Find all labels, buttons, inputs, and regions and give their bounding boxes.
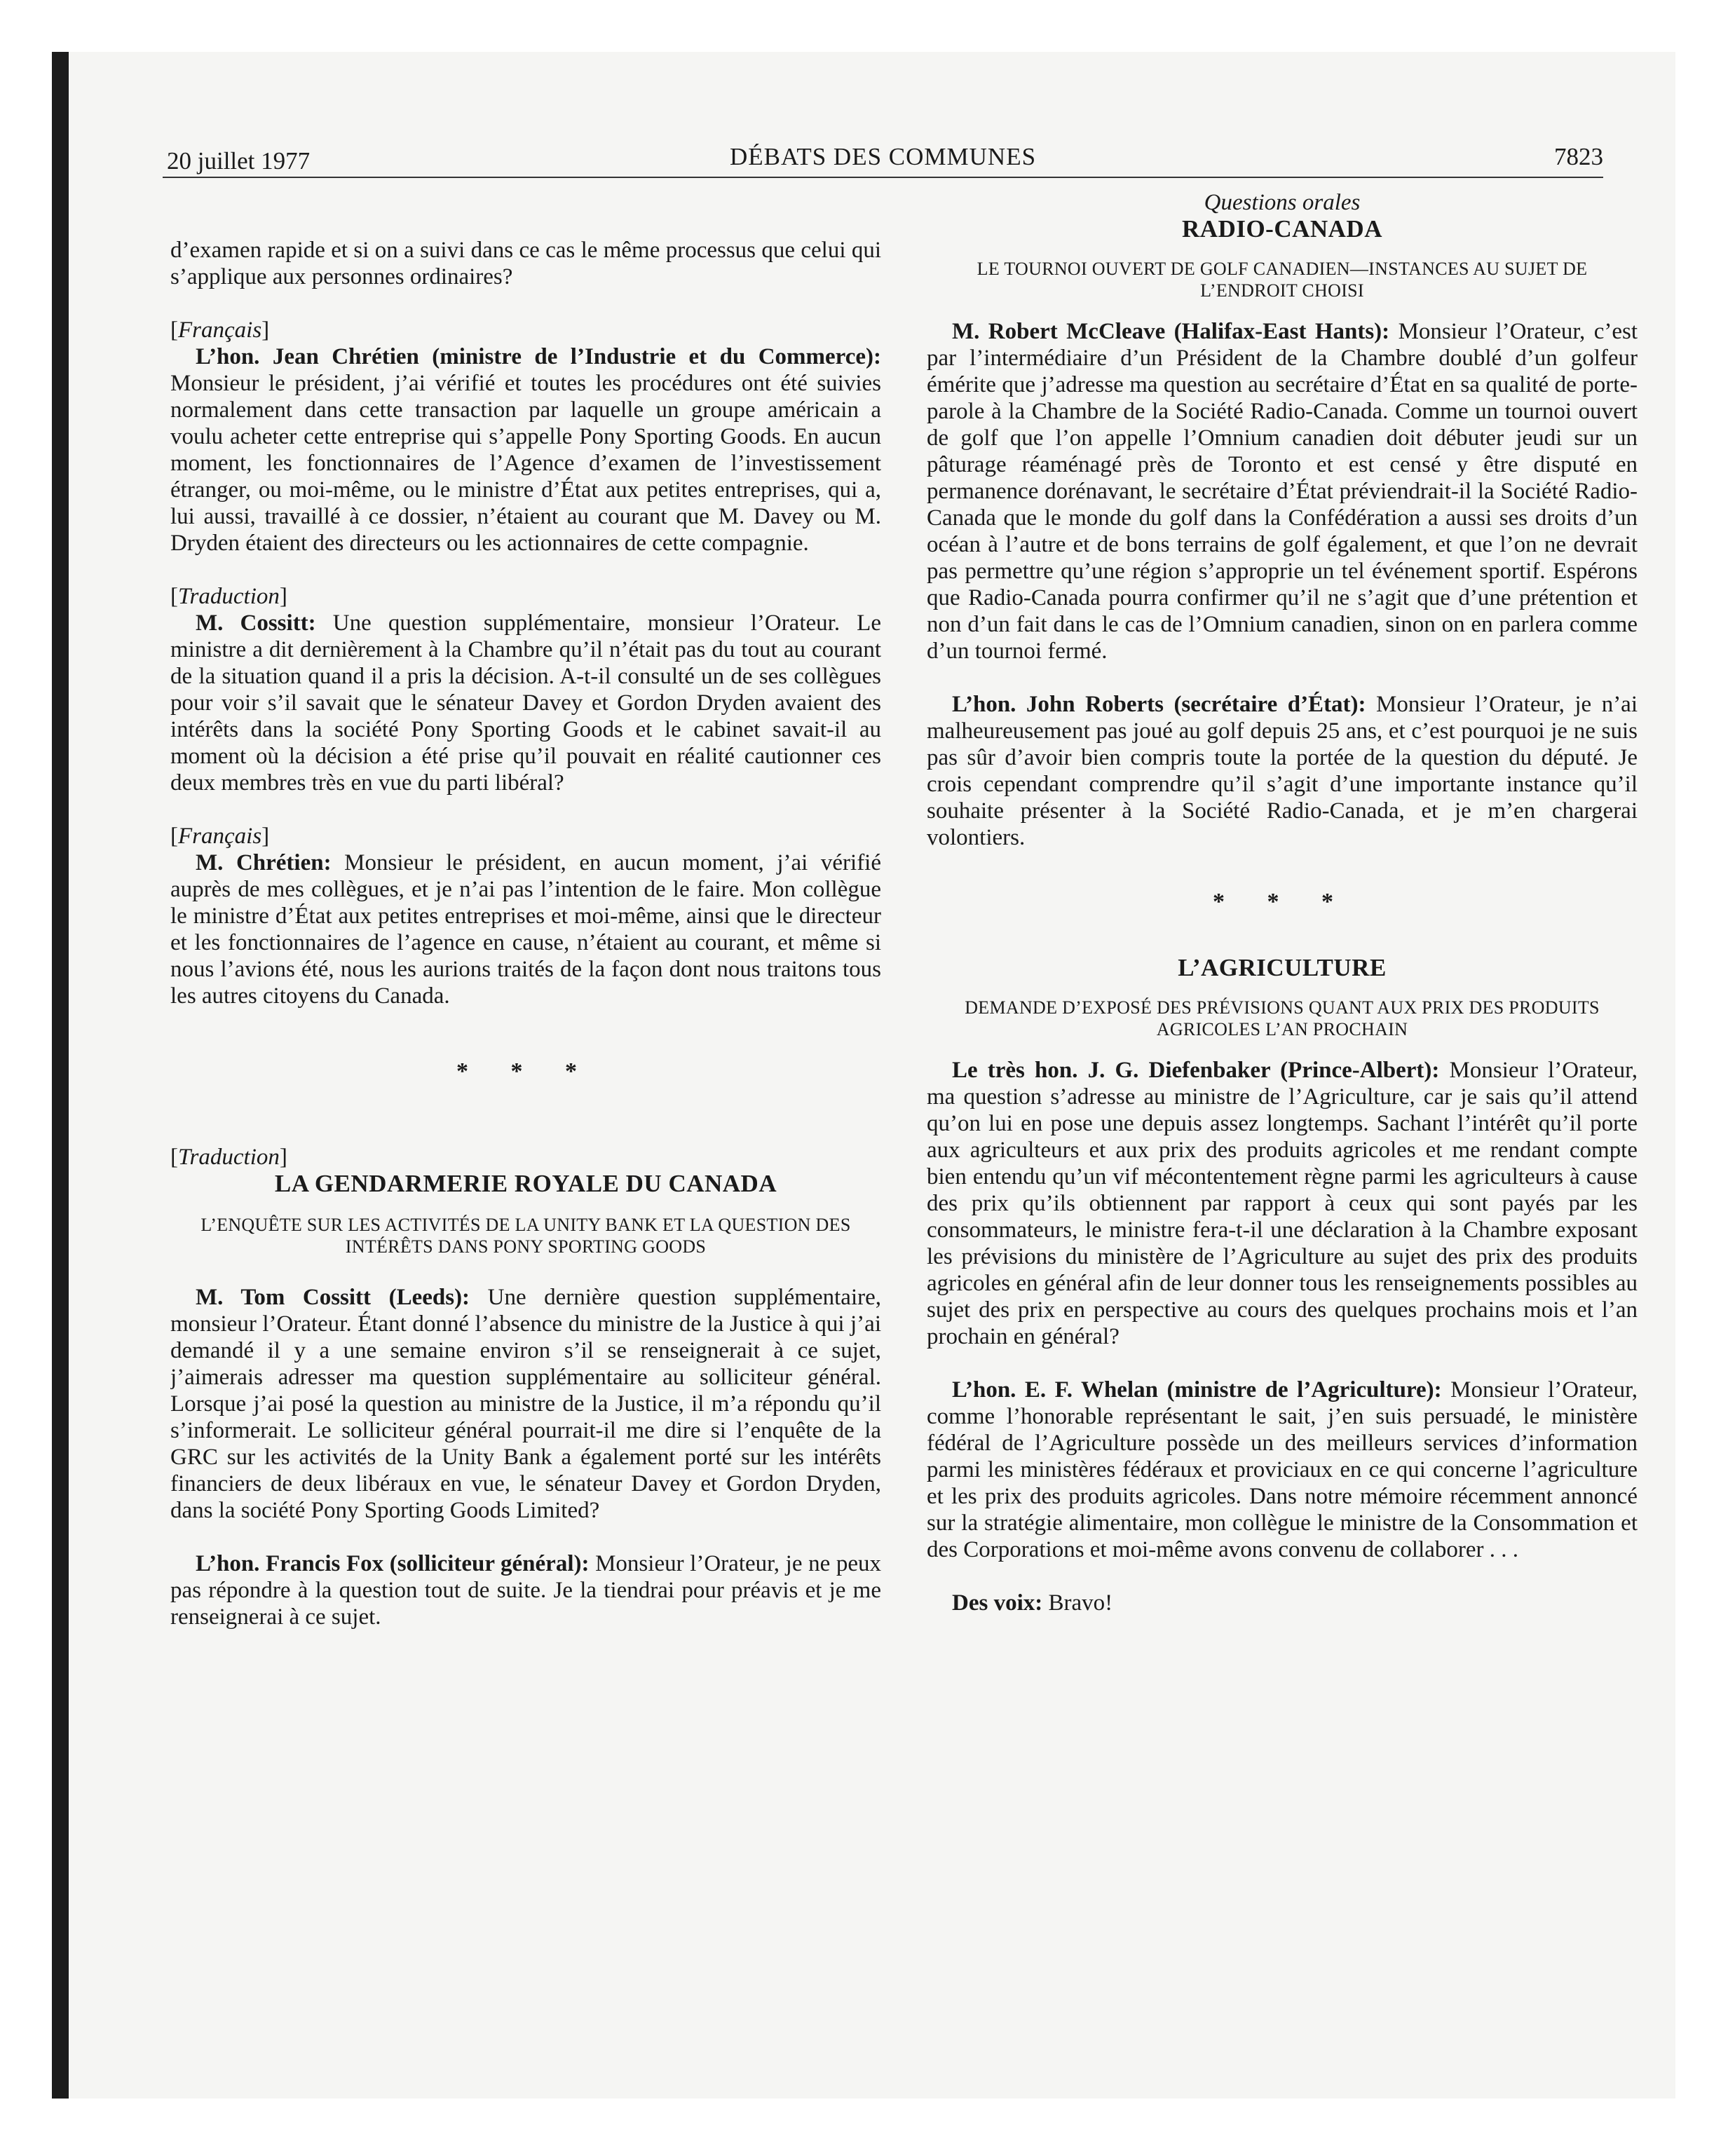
speaker-name: M. Robert McCleave (Halifax-East Hants): xyxy=(952,319,1390,344)
speech-voices xyxy=(927,1590,1638,1616)
speaker-name: M. Tom Cossitt (Leeds): xyxy=(196,1285,470,1310)
speech-chretien-1 xyxy=(170,343,881,557)
section-kicker: Questions orales xyxy=(1204,190,1361,215)
running-header xyxy=(163,137,1603,178)
speech-text: Monsieur l’Orateur, je ne peux pas répondre à la question tout de suite. Je la tiendrai pour préavis et je me renseignerai à ce sujet. xyxy=(170,1551,881,1630)
speaker-name: L’hon. Francis Fox (solliciteur général): xyxy=(196,1551,590,1576)
speech-chretien-2 xyxy=(170,850,881,1009)
section-subtitle: L’ENQUÊTE SUR LES ACTIVITÉS DE LA UNITY BANK ET LA QUESTION DES INTÉRÊTS DANS PONY SPORTING GOODS xyxy=(200,1215,851,1257)
speech-text: Monsieur le président, en aucun moment, j’ai vérifié auprès de mes collègues, et je n’ai pas l’intention de le faire. Mon collègue le ministre d’État aux petites entreprises et moi-même, ainsi que le directeur et les fonctionnaires de l’agence en cause, n’étaient au courant, et même si nous l’avions été, nous les aurions traités de la façon dont nous traitons tous les autres citoyens du Canada. xyxy=(170,850,881,1009)
speaker-name: L’hon. E. F. Whelan (ministre de l’Agriculture): xyxy=(952,1377,1442,1403)
section-subtitle: DEMANDE D’EXPOSÉ DES PRÉVISIONS QUANT AUX PRIX DES PRODUITS AGRICOLES L’AN PROCHAIN xyxy=(965,997,1600,1039)
section-title: LA GENDARMERIE ROYALE DU CANADA xyxy=(274,1170,777,1197)
continued-paragraph: d’examen rapide et si on a suivi dans ce cas le même processus que celui qui s’applique aux personnes ordinaires? xyxy=(170,238,881,289)
speaker-name: M. Chrétien: xyxy=(196,850,332,875)
speech-cossitt-1 xyxy=(170,610,881,796)
header-date: 20 juillet 1977 xyxy=(167,147,311,175)
section-title: L’AGRICULTURE xyxy=(1178,954,1387,981)
section-separator: * * * xyxy=(456,1058,595,1084)
speech-text: Une dernière question supplémentaire, monsieur l’Orateur. Étant donné l’absence du ministre de la Justice à qui j’ai demandé il y a une semaine environ s’il se renseignerait à ce sujet, j’aimerais adresser ma question supplémentaire au solliciteur général. Lorsque j’ai posé la question au ministre de la Justice, il m’a répondu qu’il s’informerait. Le solliciteur général pourrait-il me dire si l’enquête de la GRC sur les activités de la Unity Bank a également porté sur les intérêts financiers de deux libéraux en vue, le sénateur Davey et Gordon Dryden, dans la société Pony Sporting Goods Limited? xyxy=(170,1285,881,1523)
speech-cossitt-2 xyxy=(170,1284,881,1524)
speech-text: Monsieur l’Orateur, ma question s’adresse au ministre de l’Agriculture, car je sais qu’il attend qu’on lui en pose une depuis assez longtemps. Sachant l’intérêt qu’il porte aux agriculteurs et aux prix des produits agricoles et me rendant compte bien entendu qu’un vif mécontentement règne parmi les agriculteurs à cause des prix qu’ils obtiennent par rapport à ceux qui sont payés par les consommateurs, le ministre fera-t-il une déclaration à la Chambre exposant les prévisions du ministère de l’Agriculture au sujet des prix des produits agricoles en général afin de leur donner tous les renseignements possibles au sujet des prix en perspective au cours des quelques prochains mois et l’an prochain en général? xyxy=(927,1058,1638,1349)
section-title: RADIO-CANADA xyxy=(1182,215,1382,243)
speech-fox xyxy=(170,1550,881,1630)
speech-text: Une question supplémentaire, monsieur l’Orateur. Le ministre a dit dernièrement à la Chambre qu’il n’était pas du tout au courant de la situation quand il a pris la décision. A-t-il consulté un de ses collègues pour voir s’il savait que le sénateur Davey et Gordon Dryden avaient des intérêts dans la société Pony Sporting Goods et le cabinet savait-il au moment où la décision a été prise qu’il pouvait en réalité cautionner ces deux membres très en vue du parti libéral? xyxy=(170,610,881,796)
speech-text: Monsieur l’Orateur, je n’ai malheureusement pas joué au golf depuis 25 ans, et c’est pourquoi je ne suis pas sûr d’avoir bien compris toute la portée de la question du député. Je crois cependant comprendre qu’il s’agit d’une importante instance qu’il souhaite présenter à la Société Radio-Canada, et je m’en chargerai volontiers. xyxy=(927,692,1638,850)
language-marker: [Français] xyxy=(170,824,270,849)
speaker-name: L’hon. Jean Chrétien (ministre de l’Industrie et du Commerce): xyxy=(196,344,881,369)
speech-text: Monsieur l’Orateur, comme l’honorable représentant le sait, j’en suis persuadé, le ministère fédéral de l’Agriculture possède un des meilleurs services d’information parmi les ministères fédéraux et proviciaux en ce qui concerne l’agriculture et les prix des produits agricoles. Dans notre mémoire récemment annoncé sur la stratégie alimentaire, mon collègue le ministre de la Consommation et des Corporations et moi-même avons convenu de collaborer . . . xyxy=(927,1377,1638,1562)
speech-text: Monsieur l’Orateur, c’est par l’intermédiaire d’un Président de la Chambre doublé d’un golfeur émérite que j’adresse ma question au secrétaire d’État en sa qualité de porte-parole à la Chambre de la Société Radio-Canada. Comme un tournoi ouvert de golf que l’on appelle l’Omnium canadien doit débuter jeudi sur un pâturage réaménagé près de Toronto et est censé y être disputé en permanence dorénavant, le secrétaire d’État préviendrait-il la Société Radio-Canada que le monde du golf dans la Confédération a aussi ses droits d’un océan à l’autre et de bons terrains de golf également, et que l’on ne devrait pas permettre qu’une région s’approprie un tel événement sportif. Espérons que Radio-Canada pourra confirmer qu’il ne s’agit que d’une prétention et non d’un fait dans le cas de l’Omnium canadien, sinon on en parlera comme d’un tournoi fermé. xyxy=(927,319,1638,664)
speaker-name: L’hon. John Roberts (secrétaire d’État): xyxy=(952,692,1366,717)
page-number: 7823 xyxy=(1554,143,1603,170)
section-separator: * * * xyxy=(1213,889,1352,915)
right-column xyxy=(927,189,1638,2012)
scan-binding-edge xyxy=(52,52,69,2099)
header-title: DÉBATS DES COMMUNES xyxy=(729,143,1037,170)
speech-whelan xyxy=(927,1377,1638,1563)
language-marker: [Français] xyxy=(170,318,270,343)
speaker-name: M. Cossitt: xyxy=(196,610,316,636)
language-marker: [Traduction] xyxy=(170,584,287,609)
speech-diefenbaker xyxy=(927,1057,1638,1350)
section-subtitle: LE TOURNOI OUVERT DE GOLF CANADIEN—INSTANCES AU SUJET DE L’ENDROIT CHOISI xyxy=(977,259,1588,301)
speech-text: Monsieur le président, j’ai vérifié et toutes les procédures ont été suivies normalement dans cette transaction par laquelle un groupe américain a voulu acheter cette entreprise qui s’appelle Pony Sporting Goods. En aucun moment, les fonctionnaires de l’Agence d’examen de l’investissement étranger, ou moi-même, ou le ministre d’État aux petites entreprises, qui a, lui aussi, travaillé à ce dossier, n’étaient au courant que M. Davey ou M. Dryden étaient des directeurs ou les actionnaires de cette compagnie. xyxy=(170,371,881,556)
speaker-name: Des voix: xyxy=(952,1590,1043,1616)
speaker-name: Le très hon. J. G. Diefenbaker (Prince-Albert): xyxy=(952,1058,1440,1083)
speech-roberts xyxy=(927,691,1638,851)
speech-mccleave xyxy=(927,318,1638,664)
left-column xyxy=(170,189,881,2012)
language-marker: [Traduction] xyxy=(170,1145,287,1170)
speech-text: Bravo! xyxy=(1042,1590,1113,1616)
